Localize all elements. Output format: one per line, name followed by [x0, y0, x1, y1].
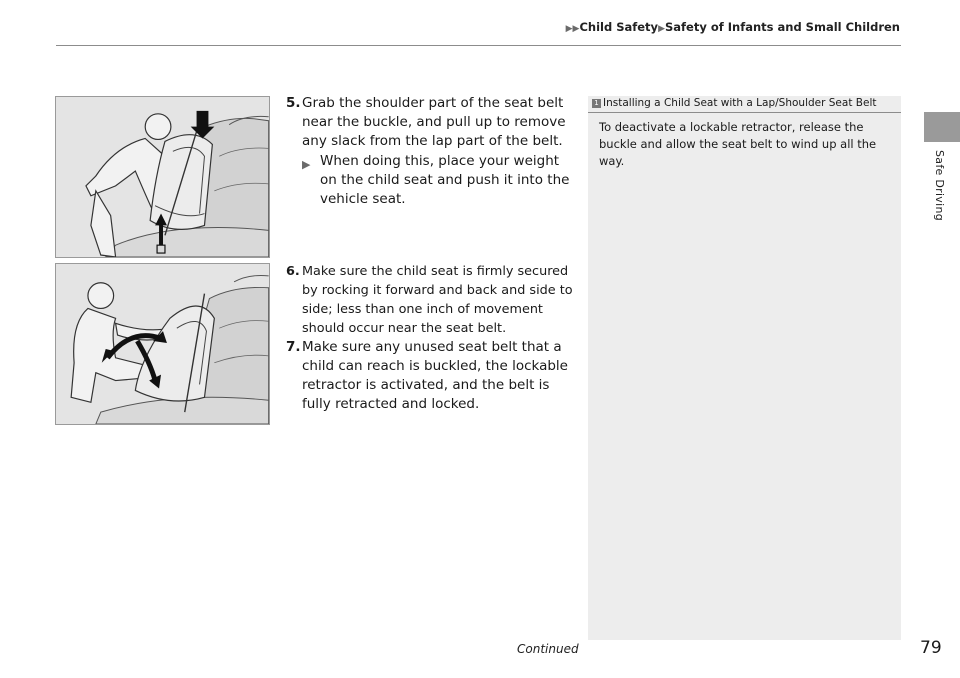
- step-number: 5.: [286, 95, 301, 111]
- breadcrumb: [566, 20, 900, 34]
- illustration-pull-belt: [55, 96, 270, 258]
- step-7: [286, 338, 576, 414]
- step-6: [286, 262, 576, 338]
- steps-group-2: [286, 262, 576, 414]
- chapter-label: Safe Driving: [933, 150, 946, 222]
- sidebar-body: To deactivate a lockable retractor, release the buckle and allow the seat belt to wind up all the way.: [599, 120, 877, 168]
- breadcrumb-subsection[interactable]: Safety of Infants and Small Children: [664, 20, 900, 34]
- note-reference-icon: 1: [592, 99, 601, 108]
- step-number: 6.: [286, 264, 300, 279]
- illustration-pull-belt-drawing: [56, 97, 269, 257]
- continued-label: Continued: [517, 642, 579, 656]
- breadcrumb-section[interactable]: Child Safety: [579, 20, 659, 34]
- step-text: Make sure any unused seat belt that a child can reach is buckled, the lockable retractor is activated, and the belt is fully retracted and locked.: [302, 339, 568, 412]
- illustration-rock-seat: [55, 263, 270, 425]
- header-divider: [56, 45, 901, 46]
- sidebar-note: [588, 96, 901, 640]
- step-5: [286, 94, 576, 151]
- step-number: 7.: [286, 339, 301, 355]
- illustration-rock-seat-drawing: [56, 264, 269, 424]
- note-arrow-icon: ▶: [302, 158, 311, 171]
- step-5-note: [302, 152, 576, 209]
- breadcrumb-arrow-icon: ▶▶: [565, 24, 580, 34]
- step-text: Grab the shoulder part of the seat belt near the buckle, and pull up to remove any slack from the lap part of the belt.: [302, 95, 566, 149]
- steps-group-1: [286, 94, 576, 209]
- page-number: 79: [920, 638, 942, 658]
- chapter-tab: [924, 112, 960, 142]
- sidebar-title[interactable]: [588, 96, 901, 113]
- note-text: When doing this, place your weight on the child seat and push it into the vehicle seat.: [320, 153, 570, 207]
- step-text: Make sure the child seat is firmly secured by rocking it forward and back and side to side; less than one inch of movement should occur near the seat belt.: [302, 264, 573, 336]
- sidebar-title-text: Installing a Child Seat with a Lap/Shoulder Seat Belt: [603, 97, 877, 109]
- breadcrumb-arrow-icon: ▶: [658, 24, 665, 34]
